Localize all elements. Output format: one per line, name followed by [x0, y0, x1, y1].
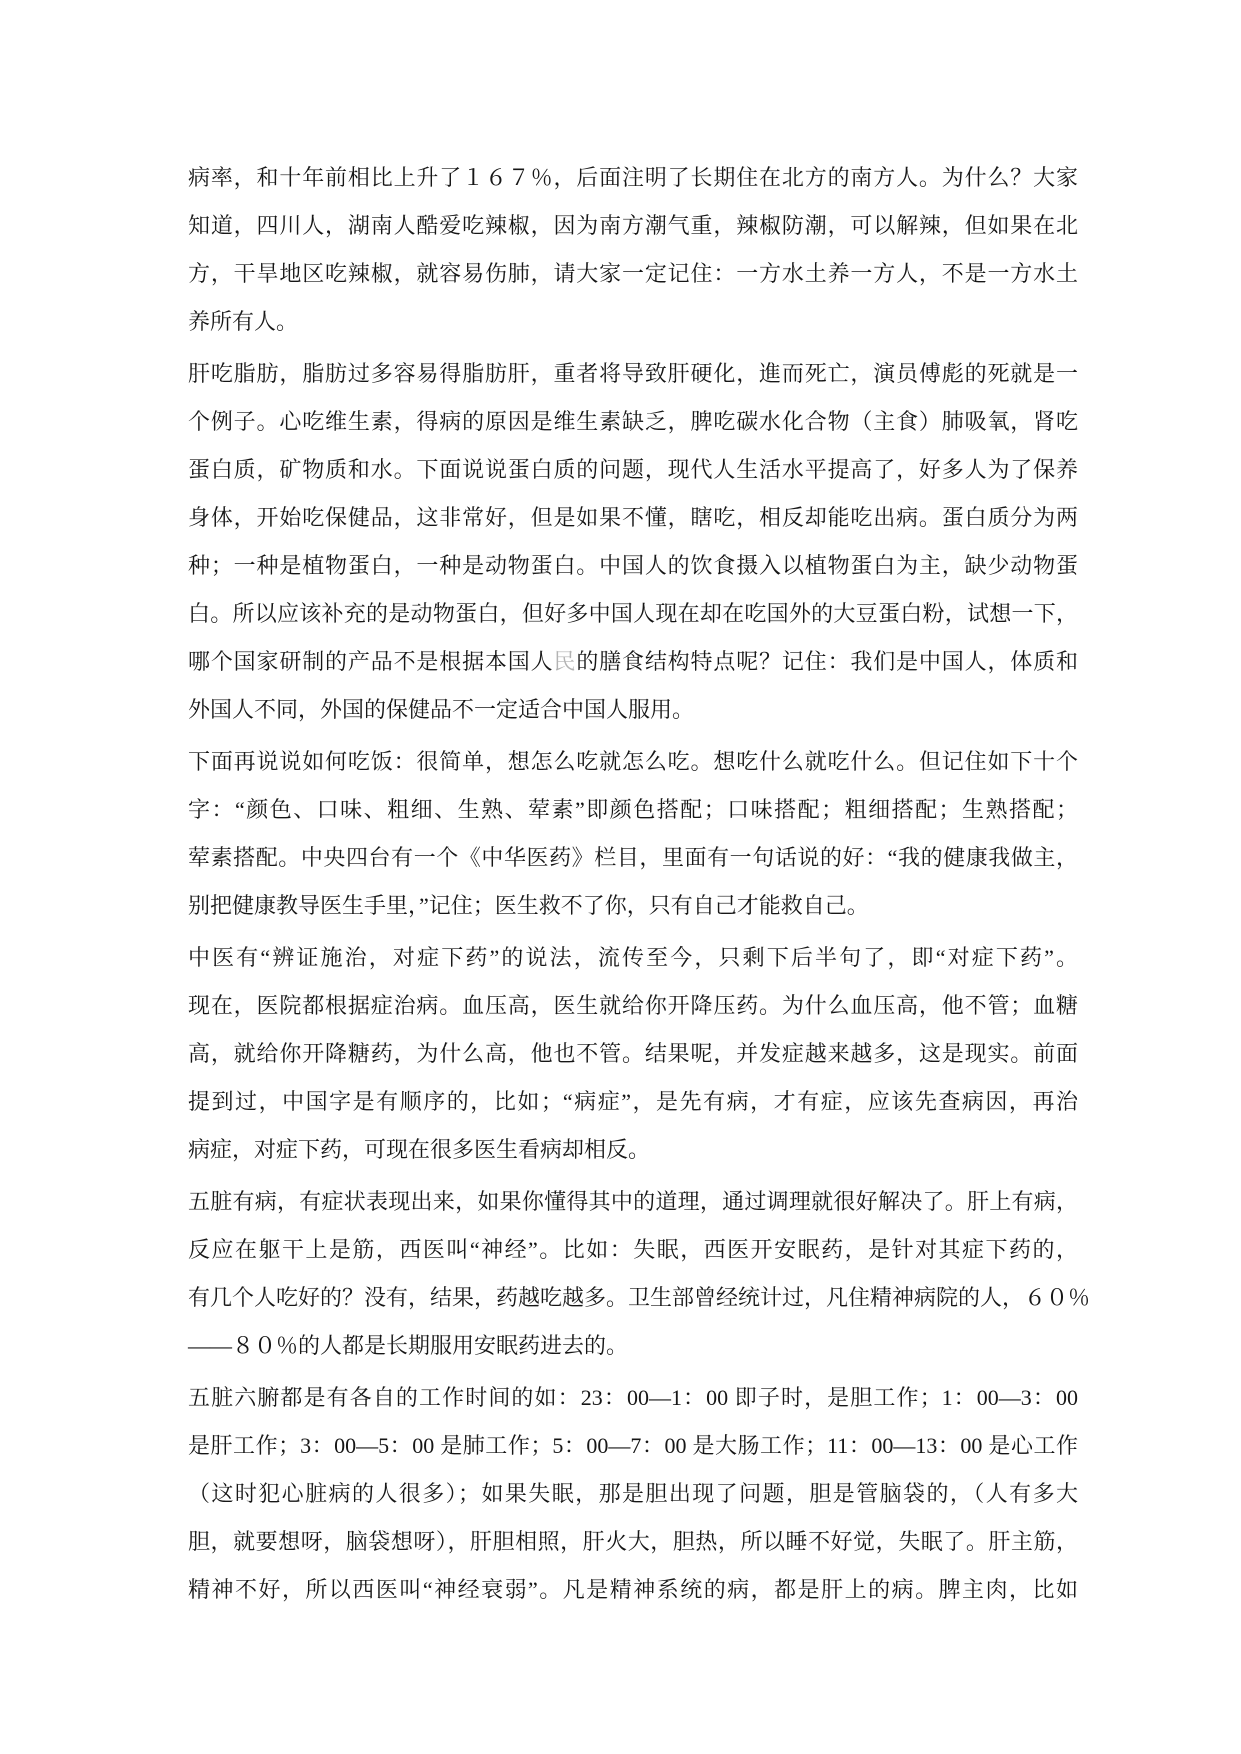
text-segment: ——８０％的人都是长期服用安眠药进去的。 [188, 1333, 629, 1358]
text-line [188, 1518, 1078, 1566]
text-line [188, 934, 1078, 982]
paragraph [188, 934, 1078, 1174]
text-line [188, 638, 1078, 686]
text-line [188, 250, 1078, 298]
text-line [188, 1126, 1078, 1174]
text-segment: 别把健康教导医生手里，”记住；医生救不了你，只有自己才能救自己。 [188, 893, 869, 918]
text-line [188, 1422, 1078, 1470]
text-segment: 身体，开始吃保健品，这非常好，但是如果不懂，瞎吃，相反却能吃出病。蛋白质分为两 [188, 505, 1078, 530]
text-segment: 精神不好，所以西医叫“神经衰弱”。凡是精神系统的病，都是肝上的病。脾主肉，比如 [188, 1577, 1078, 1602]
text-segment: 现在，医院都根据症治病。血压高，医生就给你开降压药。为什么血压高，他不管；血糖 [188, 993, 1078, 1018]
text-line [188, 1178, 1078, 1226]
text-line [188, 494, 1078, 542]
text-segment: 蛋白质，矿物质和水。下面说说蛋白质的问题，现代人生活水平提高了，好多人为了保养 [188, 457, 1078, 482]
text-segment: 知道，四川人，湖南人酷爱吃辣椒，因为南方潮气重，辣椒防潮，可以解辣，但如果在北 [188, 213, 1078, 238]
text-segment: 哪个国家研制的产品不是根据本国人 [188, 649, 554, 674]
text-segment: 种；一种是植物蛋白，一种是动物蛋白。中国人的饮食摄入以植物蛋白为主，缺少动物蛋 [188, 553, 1078, 578]
text-line [188, 590, 1078, 638]
text-segment: 是肝工作；3：00—5：00 是肺工作；5：00—7：00 是大肠工作；11：00—13：00 是心工作 [188, 1433, 1078, 1458]
text-segment: 个例子。心吃维生素，得病的原因是维生素缺乏，脾吃碳水化合物（主食）肺吸氧，肾吃 [188, 409, 1078, 434]
text-line [188, 982, 1078, 1030]
text-line [188, 686, 1078, 734]
text-segment: 中医有“辨证施治，对症下药”的说法，流传至今，只剩下后半句了，即“对症下药”。 [188, 945, 1078, 970]
text-line [188, 1566, 1078, 1614]
text-segment: 五脏六腑都是有各自的工作时间的如：23：00—1：00 即子时，是胆工作；1：00—3：00 [188, 1385, 1078, 1410]
document-body [188, 154, 1091, 1618]
text-segment: 字：“颜色、口味、粗细、生熟、荤素”即颜色搭配；口味搭配；粗细搭配；生熟搭配； [188, 797, 1078, 822]
paragraph [188, 1374, 1078, 1614]
text-segment: 荤素搭配。中央四台有一个《中华医药》栏目，里面有一句话说的好：“我的健康我做主， [188, 845, 1078, 870]
faded-character: 民 [553, 649, 577, 674]
text-line [188, 1274, 1091, 1322]
text-segment: 五脏有病，有症状表现出来，如果你懂得其中的道理，通过调理就很好解决了。肝上有病， [188, 1189, 1078, 1214]
text-line [188, 1226, 1078, 1274]
text-line [188, 154, 1078, 202]
text-segment: 外国人不同，外国的保健品不一定适合中国人服用。 [188, 697, 695, 722]
text-line [188, 1322, 1078, 1370]
text-segment: 高，就给你开降糖药，为什么高，他也不管。结果呢，并发症越来越多，这是现实。前面 [188, 1041, 1078, 1066]
text-line [188, 882, 1078, 930]
text-line [188, 1470, 1078, 1518]
text-line [188, 1078, 1078, 1126]
text-line [188, 446, 1078, 494]
text-segment: 养所有人。 [188, 309, 299, 334]
paragraph [188, 350, 1078, 734]
text-line [188, 786, 1078, 834]
text-line [188, 202, 1078, 250]
text-line [188, 398, 1078, 446]
text-line [188, 1030, 1078, 1078]
paragraph [188, 738, 1078, 930]
text-segment: 胆，就要想呀，脑袋想呀），肝胆相照，肝火大，胆热，所以睡不好觉，失眠了。肝主筋， [188, 1529, 1078, 1554]
text-line [188, 1374, 1078, 1422]
text-segment: 的膳食结构特点呢？记住：我们是中国人，体质和 [576, 649, 1078, 674]
text-segment: 肝吃脂肪，脂肪过多容易得脂肪肝，重者将导致肝硬化，進而死亡，演员傅彪的死就是一 [188, 361, 1078, 386]
text-line [188, 834, 1078, 882]
text-segment: （这时犯心脏病的人很多）；如果失眠，那是胆出现了问题，胆是管脑袋的，（人有多大 [188, 1481, 1078, 1506]
paragraph [188, 1178, 1091, 1370]
text-segment: 白。所以应该补充的是动物蛋白，但好多中国人现在却在吃国外的大豆蛋白粉，试想一下， [188, 601, 1078, 626]
text-segment: 有几个人吃好的？没有，结果，药越吃越多。卫生部曾经统计过，凡住精神病院的人，６０％ [188, 1285, 1091, 1310]
text-line [188, 738, 1078, 786]
text-segment: 提到过，中国字是有顺序的，比如；“病症”，是先有病，才有症，应该先查病因，再治 [188, 1089, 1078, 1114]
text-segment: 病率，和十年前相比上升了１６７％，后面注明了长期住在北方的南方人。为什么？大家 [188, 165, 1078, 190]
text-line [188, 350, 1078, 398]
paragraph [188, 154, 1078, 346]
text-segment: 反应在躯干上是筋，西医叫“神经”。比如：失眠，西医开安眠药，是针对其症下药的， [188, 1237, 1078, 1262]
text-line [188, 298, 1078, 346]
text-segment: 方，干旱地区吃辣椒，就容易伤肺，请大家一定记住：一方水土养一方人，不是一方水土 [188, 261, 1078, 286]
text-line [188, 542, 1078, 590]
text-segment: 病症，对症下药，可现在很多医生看病却相反。 [188, 1137, 651, 1162]
text-segment: 下面再说说如何吃饭：很简单，想怎么吃就怎么吃。想吃什么就吃什么。但记住如下十个 [188, 749, 1078, 774]
